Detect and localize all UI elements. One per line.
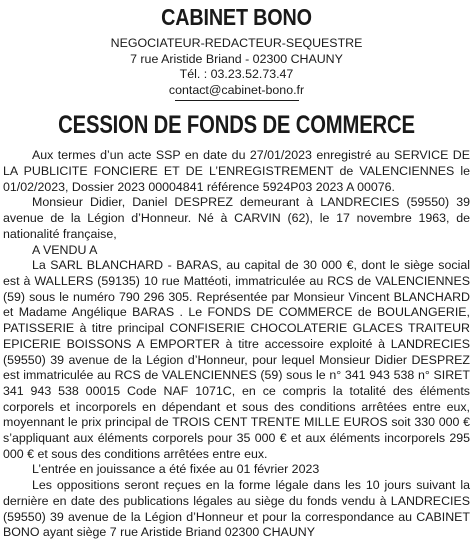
paragraph-sold-to: A VENDU A	[32, 242, 98, 257]
firm-name: CABINET BONO	[161, 4, 312, 30]
notice-body	[3, 148, 470, 541]
firm-phone: Tél. : 03.23.52.73.47	[179, 67, 294, 82]
firm-contact-block	[3, 36, 470, 98]
paragraph-deed: Aux termes d’un acte SSP en date du 27/01/2023 enregistré au SERVICE DE LA PUBLICITE FONCIERE ET DE L’ENREGISTREMENT de VALENCIENNES le 01/02/2023, Dossier 2023 00004841 référence 5924P03 2023 A 00076.	[3, 148, 470, 194]
firm-role: NEGOCIATEUR-REDACTEUR-SEQUESTRE	[110, 36, 363, 50]
paragraph-buyer: La SARL BLANCHARD - BARAS, au capital de 30 000 €, dont le siège social est à WALLERS (59135) 10 rue Mattéoti, immatriculée au RCS de VALENCIENNES (59) sous le numéro 790 296 305. Représentée par Monsieur Vincent BLANCHARD et Madame Angélique BARAS . Le FONDS DE COMMERCE de BOULANGERIE, PATISSERIE à titre principal CONFISERIE CHOCOLATERIE GLACES TRAITEUR EPICERIE BOISSONS A EMPORTER à titre accessoire exploité à LANDRECIES (59550) 39 avenue de la Légion d’Honneur, pour lequel Monsieur Didier DESPREZ est immatriculée au RCS de VALENCIENNES (59) sous le n° 341 943 538 n° SIRET 341 943 538 00015 Code NAF 1071C, en ce compris la totalité des éléments corporels et incorporels en dépendant et sous des conditions arrêtées entre eux, moyennant le prix principal de TROIS CENT TRENTE MILLE EUROS soit 330 000 € s’appliquant aux éléments corporels pour 35 000 € et aux éléments incorporels 295 000 € et sous des conditions arrêtées entre eux.	[3, 258, 470, 461]
paragraph-seller: Monsieur Didier, Daniel DESPREZ demeurant à LANDRECIES (59550) 39 avenue de la Légion d’Honneur. Né à CARVIN (62), le 17 novembre 1963, de nationalité française,	[3, 195, 470, 241]
paragraph-oppositions: Les oppositions seront reçues en la forme légale dans les 10 jours suivant la dernière en date des publications légales au siège du fonds vendu à LANDRECIES (59550) 39 avenue de la Légion d’Honneur et pour la correspondance au CABINET BONO ayant siège 7 rue Aristide Briand 02300 CHAUNY	[3, 478, 470, 540]
notice-title: CESSION DE FONDS DE COMMERCE	[58, 111, 415, 140]
divider	[175, 100, 299, 101]
firm-address: 7 rue Aristide Briand - 02300 CHAUNY	[130, 51, 343, 66]
firm-email: contact@cabinet-bono.fr	[168, 82, 305, 97]
paragraph-possession: L’entrée en jouissance a été fixée au 01 février 2023	[32, 462, 320, 477]
